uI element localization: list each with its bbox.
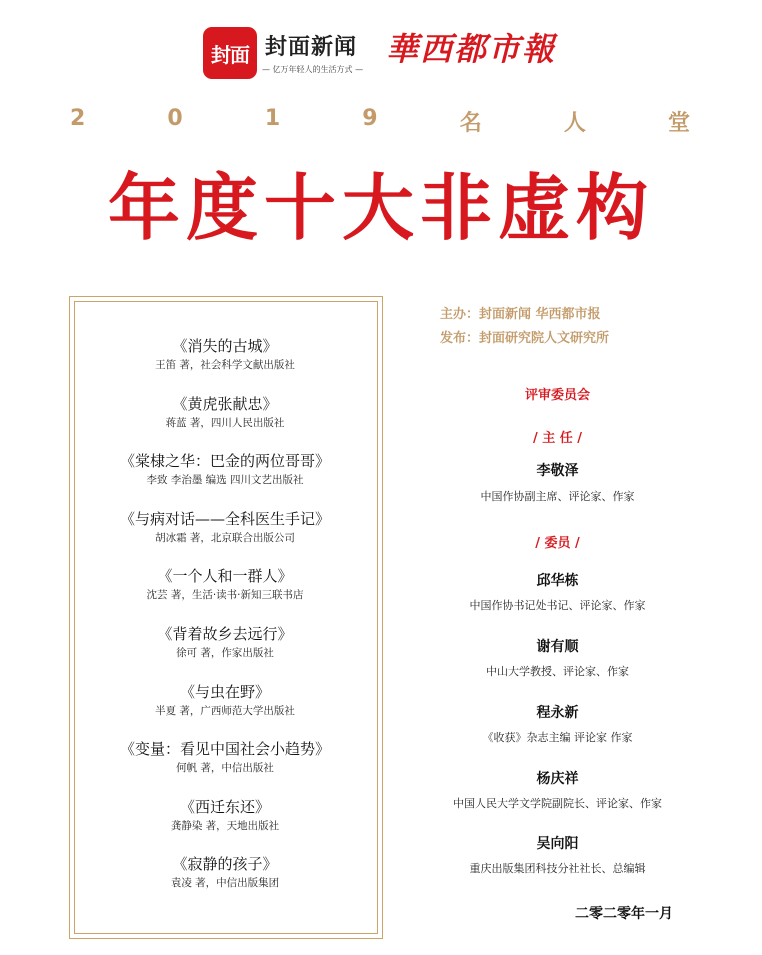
book-item [74, 565, 376, 623]
year-char: 人 [563, 111, 586, 136]
book-item [74, 738, 376, 796]
book-meta: 胡冰霜 著，北京联合出版公司 [155, 531, 295, 544]
book-item [74, 335, 376, 393]
book-title: 《与病对话——全科医生手记》 [119, 509, 330, 528]
chair-label: / 主 任 / [532, 431, 583, 446]
book-meta: 李致 李治墨 编选 四川文艺出版社 [146, 474, 304, 487]
cover-news-logo-badge: 封面 [203, 27, 257, 79]
chair-name: 李敬泽 [536, 463, 579, 479]
book-item [74, 796, 376, 854]
year-char: 2 [70, 106, 86, 131]
main-title: 年度十大非虚构 [107, 166, 654, 250]
book-title: 《棠棣之华：巴金的两位哥哥》 [119, 452, 330, 471]
book-title: 《与虫在野》 [179, 682, 270, 701]
publish-date: 二零二零年一月 [575, 906, 673, 922]
book-title: 《黄虎张献忠》 [172, 394, 278, 413]
member-title: 中山大学教授、评论家、作家 [486, 665, 629, 678]
member-title: 中国作协书记处书记、评论家、作家 [469, 599, 646, 612]
member-title: 重庆出版集团科技分社社长、总编辑 [469, 862, 646, 875]
book-title: 《变量：看见中国社会小趋势》 [119, 740, 330, 759]
member-name: 谢有顺 [536, 639, 579, 655]
member-name: 邱华栋 [536, 573, 579, 589]
year-char: 名 [459, 111, 482, 136]
book-item [74, 681, 376, 739]
book-item [74, 450, 376, 508]
book-item [74, 623, 376, 681]
book-meta: 袁凌 著，中信出版集团 [170, 877, 280, 890]
year-hall-of-fame-heading [70, 106, 690, 137]
member-name: 杨庆祥 [536, 771, 579, 787]
book-meta: 徐可 著，作家出版社 [176, 646, 274, 659]
book-meta: 龚静染 著，天地出版社 [170, 819, 280, 832]
member-title: 中国人民大学文学院副院长、评论家、作家 [453, 797, 662, 810]
book-meta: 半夏 著，广西师范大学出版社 [155, 704, 295, 717]
book-title: 《消失的古城》 [172, 337, 278, 355]
members-label: / 委员 / [535, 536, 580, 551]
cover-news-logo-name: 封面新闻 [265, 35, 358, 60]
book-title: 《寂静的孩子》 [172, 855, 278, 874]
publisher-line: 发布：封面研究院人文研究所 [440, 331, 610, 346]
book-meta: 王笛 著，社会科学文献出版社 [155, 359, 295, 371]
book-meta: 沈芸 著，生活·读书·新知三联书店 [146, 589, 304, 602]
organizers [440, 303, 609, 351]
book-title: 《一个人和一群人》 [157, 567, 293, 586]
year-char: 堂 [667, 111, 690, 136]
book-item [74, 508, 376, 566]
year-char: 9 [362, 106, 378, 131]
year-char: 0 [167, 106, 183, 131]
chair-title: 中国作协副主席、评论家、作家 [480, 490, 635, 503]
member-title: 《收获》杂志主编 评论家 作家 [482, 731, 633, 744]
book-item [74, 393, 376, 451]
member-name: 吴向阳 [536, 836, 579, 852]
cover-news-slogan: — 亿万年轻人的生活方式 — [262, 65, 364, 74]
member-name: 程永新 [536, 705, 579, 721]
book-item [74, 853, 376, 911]
book-meta: 何帆 著，中信出版社 [176, 762, 274, 775]
year-char: 1 [264, 106, 281, 131]
book-meta: 蒋蓝 著，四川人民出版社 [165, 416, 285, 429]
book-title: 《西迁东还》 [179, 797, 270, 816]
west-china-metropolis-daily-logo: 華西都市報 [386, 30, 557, 68]
host-line: 主办：封面新闻 华西都市报 [440, 307, 601, 322]
book-list [74, 335, 376, 911]
committee-title: 评审委员会 [524, 388, 590, 403]
book-title: 《背着故乡去远行》 [157, 624, 293, 643]
